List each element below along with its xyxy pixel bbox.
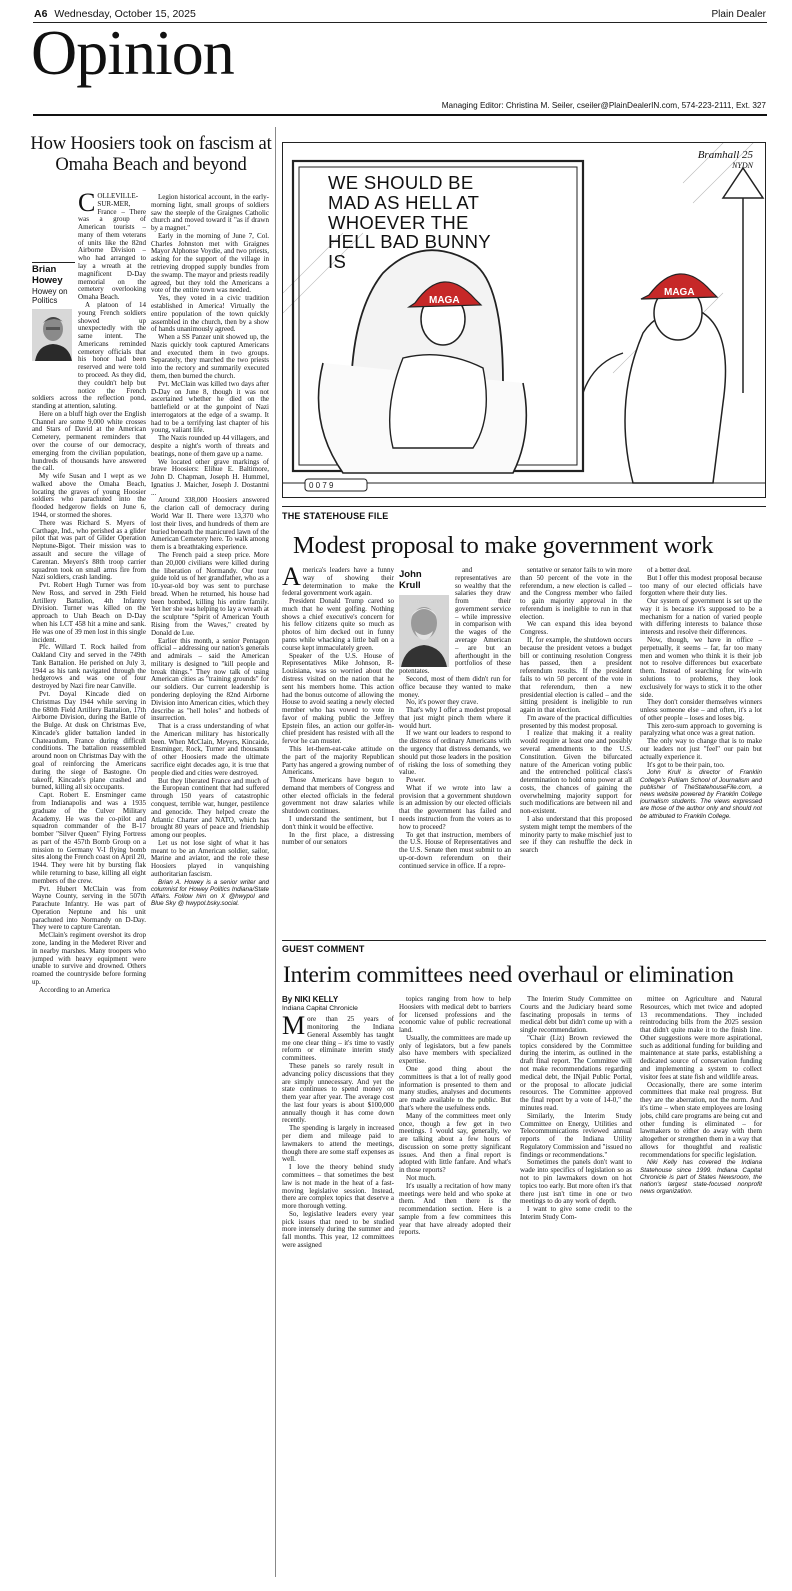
paragraph: If we want our leaders to respond to the distress of ordinary Americans with the urgency that distress demands, we should put those leaders in the position of risking the loss of something they value. [399, 729, 511, 777]
paragraph: I understand the sentiment, but I don't think it would be effective. [282, 815, 394, 831]
paragraph: Let us not lose sight of what it has meant to be an American soldier, sailor, Marine and aviator, and the role these Hoosiers played in vanquishing authoritarian fascism. [151, 838, 269, 878]
paragraph: This let-them-eat-cake attitude on the part of the majority Republican Party has angered a growing number of Americans. [282, 744, 394, 777]
author-tagline: Niki Kelly has covered the Indiana Statehouse since 1999. Indiana Capital Chronicle is part of States Newsroom, the nation's largest state-focused nonprofit news organization. [640, 1159, 762, 1196]
cartoonist-paper: NYDN [732, 161, 753, 170]
paragraph: Early in the morning of June 7, Col. Charles Johnston met with Graignes Mayor Alphonse Voydie, and two priests, asking for the support of the village in retrieving dropped supply bundles from the swamp. The mayor and priests readily agreed, but they told the Americans a vote of the entire town was needed. [151, 231, 269, 295]
statehouse-rule [282, 506, 766, 507]
paragraph: Usually, the committees are made up only of legislators, but a few panels also have members with specialized expertise. [399, 1033, 511, 1066]
paragraph: No, it's power they crave. [406, 698, 479, 707]
paragraph: According to an America [39, 985, 111, 994]
guest-lead: ore than 25 years of monitoring the Indiana General Assembly has taught me one clear thing – it's time to vastly reform or eliminate interim study committees. [282, 1015, 394, 1063]
howey-lead: OLLEVILLE- SUR-MER, France – There was a group of American tourists – many of them veterans of units like the 82nd Airborne Division – who had arranged to lay a wreath at the magnificent D-Day memorial on the cemetery overlooking Omaha Beach. [78, 193, 146, 302]
howey-headline: How Hoosiers took on fascism at Omaha Beach and beyond [30, 133, 272, 175]
paragraph: Now, though, we have in office – perpetually, it seems – far, far too many men and women who think it is their job not to resolve differences but exacerbate them. Instead of searching for win-win solutions to problems, they look exclusively for ways to stick it to the other side. [640, 636, 762, 699]
section-rule [33, 114, 767, 116]
guest-col-4 [640, 996, 762, 1576]
krull-first: John [399, 569, 422, 580]
statehouse-col-3 [520, 567, 632, 934]
paragraph: Pfc. Willard T. Rock hailed from Oakland City and served in the 749th Tank Battalion. He perished on July 3, 1944 as his tank navigated through the hedgerows and was one of four destroyed by Nazi fire near Canville. [32, 643, 146, 691]
paragraph: They don't consider themselves winners unless someone else – and often, it's a lot of other people – loses and loses big. [640, 698, 762, 722]
guest-rule [282, 940, 766, 941]
paragraph: It's usually a recitation of how many meetings were held and who spoke at them. And then there is the recommendation section. Here is a sample from a few committees this year that have already adopted their reports. [399, 1181, 511, 1237]
paragraph: and representatives are so wealthy that the salaries they draw from their government service – while impressive in comparison with the wages of the average American – are but an afterthought in the portfolios of these potentates. [399, 567, 511, 676]
paragraph: That is a crass understanding of what the American military has historically been. When McClain, Meyers, Kincaide, Ensminger, Rock, Turner and thousands of other Hoosiers made the ultimate sacrifice eight decades ago, it is true that people died and cities were destroyed. [151, 722, 269, 777]
paragraph: Our system of government is set up the way it is because it's supposed to be a mechanism for a nation of varied people with differing interests to balance those interests and resolve their differences. [640, 597, 762, 637]
paragraph: In the first place, a distressing number of our senators [282, 830, 394, 847]
paragraph: One good thing about the committees is that a lot of really good information is presented to them and many studies, analyses and documents are made available to the public. But that's where the usefulness ends. [399, 1065, 511, 1112]
statehouse-headline: Modest proposal to make government work [293, 532, 714, 559]
byline-spacer [399, 567, 455, 667]
paragraph: Occasionally, there are some interim committees that make real progress. But they are the aberration, not the norm. And it's time – when state employees are losing jobs, child care programs are being cut and other funding is eliminated – for lawmakers to either do away with them altogether or strengthen them in a way that allows for thoughtful and realistic recommendations for specific legislation. [640, 1080, 762, 1159]
paragraph: Power. [406, 776, 426, 785]
masthead: Managing Editor: Christina M. Seiler, cseiler@PlainDealerIN.com, 574-223-2111, Ext. 327 [441, 101, 766, 110]
guest-col-3 [520, 996, 632, 1576]
paragraph: Pvt. Doyal Kincade died on Christmas Day 1944 while serving in the 680th Field Artillery Battalion, 17th Airborne Division, during the Battle of the Bulge. At dusk on Christmas Eve, Kincade's glider battalion landed in Chateaudum, France during difficult conditions. The battalion reassembled around noon on Christmas Day with the goal of reinforcing the Americans during the siege of Bastogne. On takeoff, Kincade's plane crashed and burned, killing all six occupants. [32, 690, 146, 792]
section-title: Opinion [31, 17, 234, 88]
paragraph: A platoon of 14 young French soldiers showed up unexpectedly with the same intent. The Americans reminded cemetery officials that his honor had been reserved and were told to proceed. As they did, they couldn't help but notice the French soldiers across the reflection pond, standing at attention, saluting. [32, 300, 146, 411]
statehouse-col-2 [399, 567, 511, 934]
paragraph: Pvt. Robert Hugh Turner was from New Ross, and served in 29th Field Artillery Battalion, 4th Infantry Division. Turner was killed on the approach to Utah Beach on D-Day when his LCT 458 hit a mine and sank. He was one of 39 men lost in this single incident. [32, 581, 146, 644]
paragraph: We can expand this idea beyond Congress. [520, 620, 632, 637]
guest-headline: Interim committees need overhaul or elimination [283, 962, 734, 988]
paper-name: Plain Dealer [711, 9, 766, 20]
paragraph: Capt. Robert E. Ensminger came from Indianapolis and was a 1935 graduate of the Culver Military Academy. He was the co-pilot and squadron commander of the B-17 bomber "Silver Queen" Flying Fortress as part of the 457th Bomb Group on a mission to Germany V-I flying bomb sites along the French coast on April 20, 1944. They were hit by bursting flak while returning to base, killing all eight members of the crew. [32, 791, 146, 885]
statehouse-col-4 [640, 567, 762, 934]
author-tagline: John Krull is director of Franklin College's Pulliam School of Journalism and publisher of TheStatehouseFile.com, a news website powered by Franklin College journalism students. The views expressed are those of the author only and should not be attributed to Franklin College. [640, 769, 762, 820]
author-tagline: Brian A. Howey is a senior writer and columnist for Howey Politics Indiana/State Affairs. Follow him on X @hwypol and Blue Sky @ hwypol.bsky.social. [151, 878, 269, 908]
paragraph: Not much. [406, 1173, 436, 1182]
cartoonist-name: Bramhall 25 [697, 149, 753, 161]
krull-last: Krull [399, 579, 421, 591]
guest-col-1 [282, 996, 394, 1576]
guest-byline: By NIKI KELLY [282, 996, 339, 1004]
howey-drop-cap: C [78, 193, 96, 217]
paragraph: Legion historical account, in the early-morning light, small groups of soldiers saw the steeple of the Graignes Catholic church and moved toward it "as if drawn by a magnet." [151, 194, 269, 233]
paragraph: The Interim Study Committee on Courts and the Judiciary heard some fascinating proposals in terms of medical debt but didn't come up with a single recommendation. [520, 996, 632, 1035]
paragraph: The French paid a steep price. More than 20,000 civilians were killed during the liberation of Normandy. Our tour guide told us of her grandfather, who as a 10-year-old boy was sent to purchase bread. When he returned, his house had been bombed, killing his entire family. Yet her she was helping to lay a wreath at the sculpture "Spirit of American Youth Rising from the Waves," created by Donald de Lue. [151, 550, 269, 637]
paragraph: Sometimes the panels don't want to wade into specifics of legislation so as not to pin lawmakers down on hot topics too early. But more often it's that there just isn't time in one or two meetings to do any work of depth. [520, 1158, 632, 1206]
guest-org: Indiana Capital Chronicle [282, 1004, 358, 1012]
guest-drop-cap: M [282, 1011, 306, 1041]
howey-body-1 [32, 193, 146, 1555]
paragraph: That's why I offer a modest proposal that just might pinch them where it would hurt. [399, 706, 511, 730]
cartoon-signature [698, 149, 753, 170]
paragraph: When a SS Panzer unit showed up, the Nazis quickly took captured Americans and executed them in two groups. Separately, they marched the two priests into the rectory and summarily executed them, then burned the church. [151, 333, 269, 380]
paragraph: sentative or senator fails to win more than 50 percent of the vote in the referendum, a new election is called – and the Congress member who failed to gain majority approval in the referendum is ineligible to run in that election. [520, 567, 632, 621]
paragraph: Pvt. McClain was killed two days after D-Day on June 8, though it was not ascertained whether he died on the battlefield or at the gunpoint of Nazi interrogators at the edge of a swamp. It had to be a terrifying last chapter of his young, valiant life. [151, 379, 269, 435]
paragraph: Those Americans have begun to demand that members of Congress and other elected officials in the federal government not draw salaries while shutdown continues. [282, 776, 394, 816]
paragraph: mittee on Agriculture and Natural Resources, which met twice and adopted 13 recommendations. They included reintroducing bills from the 2025 session that didn't quite make it to the finish line. Other suggestions were more aspirational, such as additional funding for building and maintenance at state parks, establishing a dedicated source of conservation funding and implementing a system to collect visitor fees at state fish and wildlife areas. [640, 996, 762, 1081]
guest-col-2 [399, 996, 511, 1576]
editorial-cartoon [282, 142, 766, 498]
paragraph: So, legislative leaders every year pick issues that need to be studied more intensely during the summer and fall months. This year, 12 committees were assigned [282, 1209, 394, 1249]
paragraph: If, for example, the shutdown occurs because the president vetoes a budget bill or continuing resolution Congress has passed, then a president referendum results. If the president fails to win 50 percent of the vote in that referendum, then a new presidential election is called – and the sitting president is ineligible to run again in that election. [520, 636, 632, 715]
paragraph: McClain's regiment overshot its drop zone, landing in the Mederet River and in nearby marshes. Many troopers who jumped with heavy equipment were unable to survive and drowned. Others roamed the countryside before forming up. [32, 931, 146, 986]
statehouse-lead: merica's leaders have a funny way of showing their determination to make the federal government work again. [282, 567, 394, 598]
paragraph: These panels so rarely result in advancing policy discussions that they are simply unnecessary. And yet the state continues to spend money on them year after year. The average cost the last four years is about $100,000 annually though it has come down recently. [282, 1062, 394, 1125]
paragraph: It's got to be their pain, too. [647, 760, 725, 769]
page-date: Wednesday, October 15, 2025 [54, 8, 196, 20]
statehouse-col-1 [282, 567, 394, 934]
paragraph: We located other grave markings of brave Hoosiers: Elihue E. Baltimore, John D. Chapman, Joseph H. Hummel, Ignatius J. Maicher, Joseph J. Dostantni ... [151, 457, 269, 497]
column-divider [275, 127, 276, 1577]
hat-label: MAGA [429, 295, 460, 306]
paragraph: Earlier this month, a senior Pentagon official – addressing our nation's generals and admirals – said the American military is designed to "kill people and break things." They now talk of using American cities as "training grounds" for our soldiers. Our current leadership is pondering deploying the 82nd Airborne Division into American cities, which they describe as "hell holes" and hotbeds of insurrection. [151, 636, 269, 723]
paragraph: I love the theory behind study committees – that sometimes the best law is not made in the heat of a fast-moving legislative session. Instead, there are complex topics that deserve a more thorough vetting. [282, 1163, 394, 1211]
paragraph: There was Richard S. Myers of Carthage, Ind., who perished as a glider pilot that was part of Glider Operation Neptune-Bigot. Their mission was to assault and secure the village of Carentan. Meyers's 88th troop carrier squadron took on small arms fire from Nazi soldiers, crash landing. [32, 518, 146, 582]
paragraph: This zero-sum approach to governing is paralyzing what once was a great nation. [640, 721, 762, 738]
guest-kicker: GUEST COMMENT [282, 944, 365, 954]
paragraph: I also understand that this proposed system might tempt the members of the minority party to make mischief just to see if they can reshuffle the deck in search [520, 815, 632, 855]
paragraph: What if we wrote into law a provision that a government shutdown is an admission by our elected officials that the government has failed and needs instruction from the voters as to how to proceed? [399, 783, 511, 831]
statehouse-kicker: THE STATEHOUSE FILE [282, 511, 389, 521]
paragraph: I want to give some credit to the Interim Study Com- [520, 1205, 632, 1221]
remote-buttons: 0 0 7 9 [309, 481, 334, 490]
paragraph: "Chair (Liz) Brown reviewed the topics considered by the Committee during the interim, as outlined in the draft final report. The Committee will not make recommendations regarding medical debt, the INjail Public Portal, or the proposal to allocate judicial resources. The Committee approved the final report by a vote of 14-0," the minutes read. [520, 1033, 632, 1112]
howey-body-2 [151, 194, 269, 1574]
paragraph: Yes, they voted in a civic tradition established in America! Virtually the entire population of the town quickly assembled in the church, then by a show of hands unanimously agreed. [151, 294, 269, 334]
paragraph: of a better deal. [647, 567, 691, 574]
paragraph: The Nazis rounded up 44 villagers, and despite a night's worth of threats and beatings, none of them gave up a name. [151, 434, 269, 458]
howey-author: Brian Howey [32, 264, 63, 286]
paragraph: The spending is largely in increased per diem and mileage paid to lawmakers to attend the meetings, though there are some staff expenses as well. [282, 1124, 394, 1164]
paragraph: I'm aware of the practical difficulties presented by this modest proposal. [520, 713, 632, 730]
paragraph: Many of the committees meet only once, though a few get in two meetings. I would say, generally, we are talking about a few hours of discussion on some pretty significant issues. And then a final report is adopted with little fanfare. And what's in those reports? [399, 1111, 511, 1175]
paragraph: Here on a bluff high over the English Channel are some 9,000 white crosses and Stars of David at the American Cemetery, permanent reminders that over the course of our democracy, emerging from the civilian population, hundreds of thousands have answered the call. [32, 409, 146, 473]
paragraph: Pvt. Hubert McClain was from Wayne County, serving in the 507th Parachute Infantry. He was part of Operation Neptune and his unit parachuted into Normandy on D-Day. They were to capture Carentan. [32, 884, 146, 932]
howey-author-sub: Howey on Politics [32, 286, 68, 306]
paragraph: Speaker of the U.S. House of Representatives Mike Johnson, R-Louisiana, was so worried about the distress visited on the nation that he sent his members home. This action had the bonus outcome of allowing the House to avoid seating a newly elected member who has vowed to vote in favor of making public the Jeffrey Epstein files, an action our golfer-in-chief president has resisted with all the fervor he can muster. [282, 651, 394, 746]
byline-spacer [32, 263, 78, 393]
paragraph: But I offer this modest proposal because too many of our elected officials have forgotten where their duty lies. [640, 573, 762, 598]
statehouse-drop-cap: A [282, 567, 301, 591]
paragraph: The only way to change that is to make our leaders not just "feel" our pain but actually experience it. [640, 737, 762, 761]
paragraph: I realize that making it a reality would require at least one and possibly several amendments to the U.S. Constitution. Given the bifurcated nature of the American voting public and the entrenched political class's determination to hold onto power at all costs, the chances of gaining the overwhelming majority support for such modifications are between nil and non-existent. [520, 729, 632, 816]
paragraph: President Donald Trump cared so much that he went golfing. Nothing shows a chief executive's concern for his fellow citizens quite so much as photos of him decked out in funny pants while whacking a little ball on a course kept immaculately green. [282, 597, 394, 652]
hat-label-2: MAGA [664, 287, 695, 298]
paragraph: Second, most of them didn't run for office because they wanted to make money. [399, 674, 511, 699]
paragraph: But they liberated France and much of the European continent that had suffered through 150 years of catastrophic conquest, terrible war, hunger, pestilence and genocide. They helped create the Atlantic Charter and NATO, which has brought 80 years of peace and friendship among our peoples. [151, 776, 269, 840]
page-number: A6 [34, 8, 48, 20]
cartoon-caption: WE SHOULD BE MAD AS HELL AT WHOEVER THE HELL BAD BUNNY IS [328, 172, 491, 273]
paragraph: topics ranging from how to help Hoosiers with medical debt to barriers for licensed professions and the economic value of public recreational land. [399, 996, 511, 1035]
paragraph: Similarly, the Interim Study Committee on Energy, Utilities and Telecommunications reviewed annual reports of the Indiana Utility Regulatory Commission and "issued no findings or recommendations." [520, 1111, 632, 1159]
paragraph: My wife Susan and I wept as we walked above the Omaha Beach, locating the graves of young Hoosier soldiers who parachuted into the flooded hedgerow fields on June 6, 1944, or stormed the shores. [32, 472, 146, 520]
paragraph: To get that instruction, members of the U.S. House of Representatives and the U.S. Senate then must submit to an up-or-down referendum on their continued service in office. If a repre- [399, 830, 511, 870]
paragraph: Around 338,000 Hoosiers answered the clarion call of democracy during World War II. There were 13,370 who lost their lives, and hundreds of them are buried beneath the manicured lawn of the American Cemetery here. To walk among them is a breathtaking experience. [151, 496, 269, 552]
